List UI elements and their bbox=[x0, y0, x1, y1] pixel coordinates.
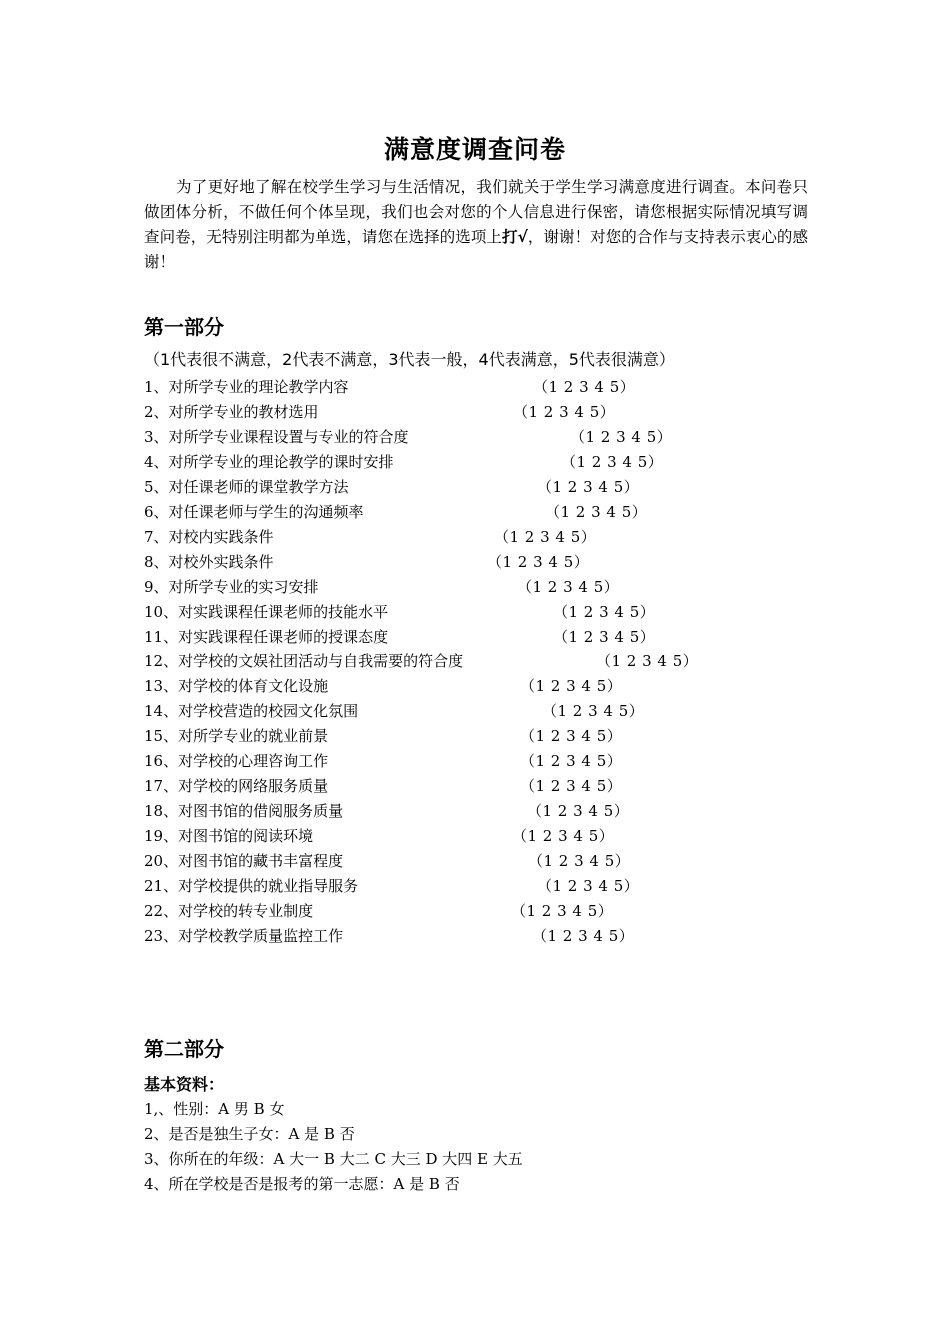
intro-paragraph bbox=[144, 175, 808, 275]
rating-options[interactable]: （1 2 3 4 5） bbox=[532, 926, 635, 945]
question-text: 16、对学校的心理咨询工作 bbox=[144, 752, 329, 771]
rating-options[interactable]: （1 2 3 4 5） bbox=[542, 702, 645, 721]
question-row bbox=[144, 800, 630, 821]
question-text: 18、对图书馆的借阅服务质量 bbox=[144, 802, 344, 821]
intro-bold-instruction: 打√ bbox=[501, 228, 528, 246]
question-row bbox=[144, 576, 620, 597]
question-text: 8、对校外实践条件 bbox=[144, 552, 274, 571]
question-text: 3、对所学专业课程设置与专业的符合度 bbox=[144, 427, 409, 446]
rating-options[interactable]: （1 2 3 4 5） bbox=[561, 452, 664, 471]
question-text: 10、对实践课程任课老师的技能水平 bbox=[144, 602, 389, 621]
question-text: 4、对所学专业的理论教学的课时安排 bbox=[144, 452, 394, 471]
question-row bbox=[144, 376, 636, 397]
question-row bbox=[144, 501, 648, 522]
rating-options[interactable]: （1 2 3 4 5） bbox=[537, 877, 640, 895]
intro-text: 为了更好地了解在校学生学习与生活情况，我们就关于学生学习满意度进行调查。本问卷只做团体分析，不做任何个体呈现，我们也会对您的个人信息进行保密，请您根据实际情况填写调查问卷，无特别注明都为单选，请您在选择的选项上 bbox=[144, 178, 808, 246]
rating-options[interactable]: （1 2 3 4 5） bbox=[553, 602, 656, 621]
rating-options[interactable]: （1 2 3 4 5） bbox=[520, 777, 623, 796]
question-text: 22、对学校的转专业制度 bbox=[144, 901, 314, 920]
question-row bbox=[144, 900, 614, 921]
question-row bbox=[144, 451, 664, 472]
question-row bbox=[144, 551, 590, 572]
question-row bbox=[144, 626, 656, 647]
rating-options[interactable]: （1 2 3 4 5） bbox=[517, 577, 620, 596]
question-text: 15、对所学专业的就业前景 bbox=[144, 727, 329, 746]
rating-options[interactable]: （1 2 3 4 5） bbox=[570, 427, 673, 446]
basic-info-item[interactable]: 2、是否是独生子女：A 是 B 否 bbox=[144, 1125, 355, 1143]
rating-options[interactable]: （1 2 3 4 5） bbox=[520, 677, 623, 696]
question-text: 23、对学校教学质量监控工作 bbox=[144, 926, 344, 945]
question-text: 19、对图书馆的阅读环境 bbox=[144, 827, 314, 846]
question-row bbox=[144, 426, 673, 447]
question-row bbox=[144, 650, 699, 671]
question-text: 11、对实践课程任课老师的授课态度 bbox=[144, 627, 389, 646]
question-row bbox=[144, 875, 640, 896]
rating-options[interactable]: （1 2 3 4 5） bbox=[513, 402, 616, 421]
question-row bbox=[144, 700, 645, 721]
rating-options[interactable]: （1 2 3 4 5） bbox=[520, 752, 623, 771]
rating-options[interactable]: （1 2 3 4 5） bbox=[596, 652, 699, 671]
question-text: 2、对所学专业的教材选用 bbox=[144, 402, 319, 421]
rating-scale-note: （1代表很不满意，2代表不满意，3代表一般，4代表满意，5代表很满意） bbox=[144, 350, 675, 369]
rating-options[interactable]: （1 2 3 4 5） bbox=[487, 552, 590, 571]
question-text: 5、对任课老师的课堂教学方法 bbox=[144, 477, 349, 496]
rating-options[interactable]: （1 2 3 4 5） bbox=[527, 802, 630, 821]
part2-heading: 第二部分 bbox=[144, 1037, 224, 1061]
question-text: 6、对任课老师与学生的沟通频率 bbox=[144, 502, 364, 521]
rating-options[interactable]: （1 2 3 4 5） bbox=[553, 627, 656, 646]
question-row bbox=[144, 750, 623, 771]
question-row bbox=[144, 725, 623, 746]
basic-info-item[interactable]: 4、所在学校是否是报考的第一志愿：A 是 B 否 bbox=[144, 1175, 460, 1193]
question-row bbox=[144, 675, 623, 696]
rating-options[interactable]: （1 2 3 4 5） bbox=[537, 477, 640, 496]
question-text: 21、对学校提供的就业指导服务 bbox=[144, 877, 359, 895]
question-text: 20、对图书馆的藏书丰富程度 bbox=[144, 852, 344, 871]
basic-info-item[interactable]: 3、你所在的年级：A 大一 B 大二 C 大三 D 大四 E 大五 bbox=[144, 1150, 523, 1168]
question-text: 14、对学校营造的校园文化氛围 bbox=[144, 702, 359, 721]
question-row bbox=[144, 526, 597, 547]
rating-options[interactable]: （1 2 3 4 5） bbox=[512, 827, 615, 846]
rating-options[interactable]: （1 2 3 4 5） bbox=[533, 378, 636, 396]
question-text: 13、对学校的体育文化设施 bbox=[144, 677, 329, 696]
basic-info-heading: 基本资料： bbox=[144, 1075, 225, 1094]
question-row bbox=[144, 825, 615, 846]
rating-options[interactable]: （1 2 3 4 5） bbox=[511, 901, 614, 920]
rating-options[interactable]: （1 2 3 4 5） bbox=[545, 502, 648, 521]
question-text: 1、对所学专业的理论教学内容 bbox=[144, 378, 349, 396]
question-row bbox=[144, 601, 656, 622]
question-text: 17、对学校的网络服务质量 bbox=[144, 777, 329, 796]
question-row bbox=[144, 850, 631, 871]
question-row bbox=[144, 925, 635, 946]
question-text: 12、对学校的文娱社团活动与自我需要的符合度 bbox=[144, 652, 464, 671]
rating-options[interactable]: （1 2 3 4 5） bbox=[520, 727, 623, 746]
question-row bbox=[144, 401, 616, 422]
question-row bbox=[144, 775, 623, 796]
intro-thanks: ，谢谢！对您的合作与支持表示衷心的感谢！ bbox=[144, 228, 808, 271]
question-row bbox=[144, 476, 640, 497]
rating-options[interactable]: （1 2 3 4 5） bbox=[528, 852, 631, 871]
basic-info-item[interactable]: 1,、性别：A 男 B 女 bbox=[144, 1100, 285, 1118]
question-text: 7、对校内实践条件 bbox=[144, 527, 274, 546]
document-title: 满意度调查问卷 bbox=[383, 135, 566, 164]
rating-options[interactable]: （1 2 3 4 5） bbox=[494, 527, 597, 546]
question-text: 9、对所学专业的实习安排 bbox=[144, 577, 319, 596]
part1-heading: 第一部分 bbox=[144, 315, 224, 339]
